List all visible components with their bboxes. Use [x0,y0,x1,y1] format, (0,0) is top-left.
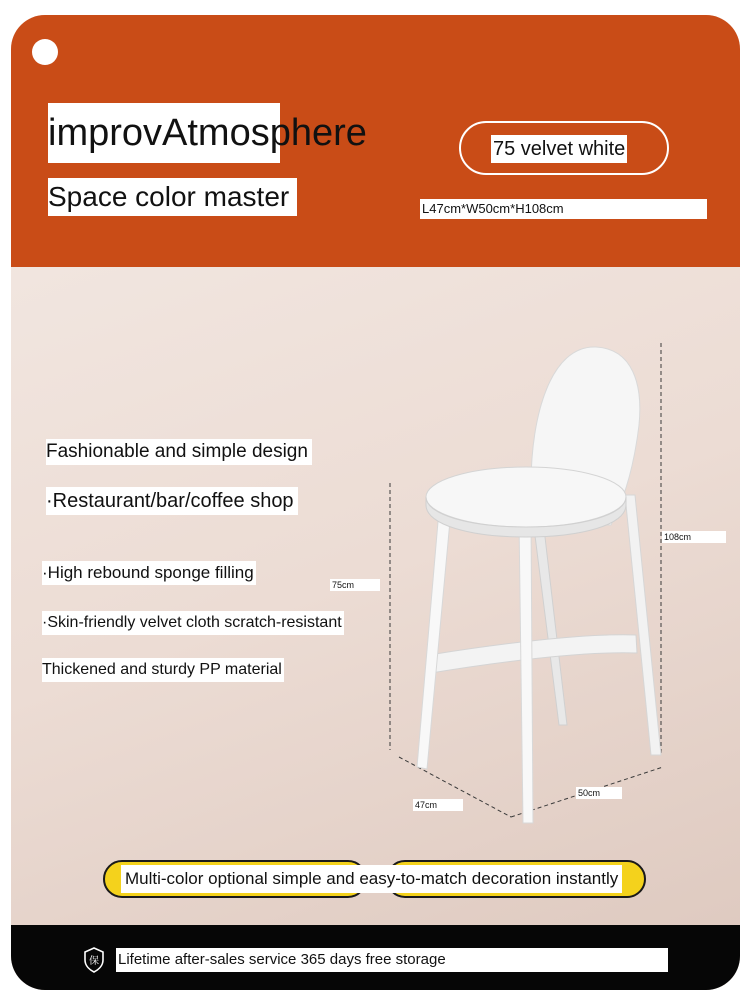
feature-usage: ·Restaurant/bar/coffee shop [46,487,298,515]
title-part-1: improv [48,103,162,163]
dimensions-label: L47cm*W50cm*H108cm [420,199,707,219]
promo-text: Multi-color optional simple and easy-to-match decoration instantly [121,865,622,893]
total-height-label: 108cm [662,531,726,543]
footer-bar [11,925,740,990]
seat-height-label: 75cm [330,579,380,591]
feature-material: Thickened and sturdy PP material [42,658,284,682]
variant-label: 75 velvet white [491,135,627,163]
variant-badge [459,121,669,175]
feature-filling: ·High rebound sponge filling [42,561,256,585]
page-title [48,103,367,163]
product-card [11,15,740,990]
footer-text: Lifetime after-sales service 365 days free storage [116,948,668,972]
feature-fabric: ·Skin-friendly velvet cloth scratch-resistant [42,611,344,635]
header-banner [11,15,740,267]
warranty-shield-icon [83,947,105,973]
bar-stool-illustration [381,335,681,835]
title-part-2: Atmosphere [162,103,367,163]
width-label: 50cm [576,787,622,799]
feature-design: Fashionable and simple design [46,439,312,465]
subtitle: Space color master [48,178,297,216]
length-label: 47cm [413,799,463,811]
corner-dot [32,39,58,65]
svg-text:保: 保 [89,956,99,967]
